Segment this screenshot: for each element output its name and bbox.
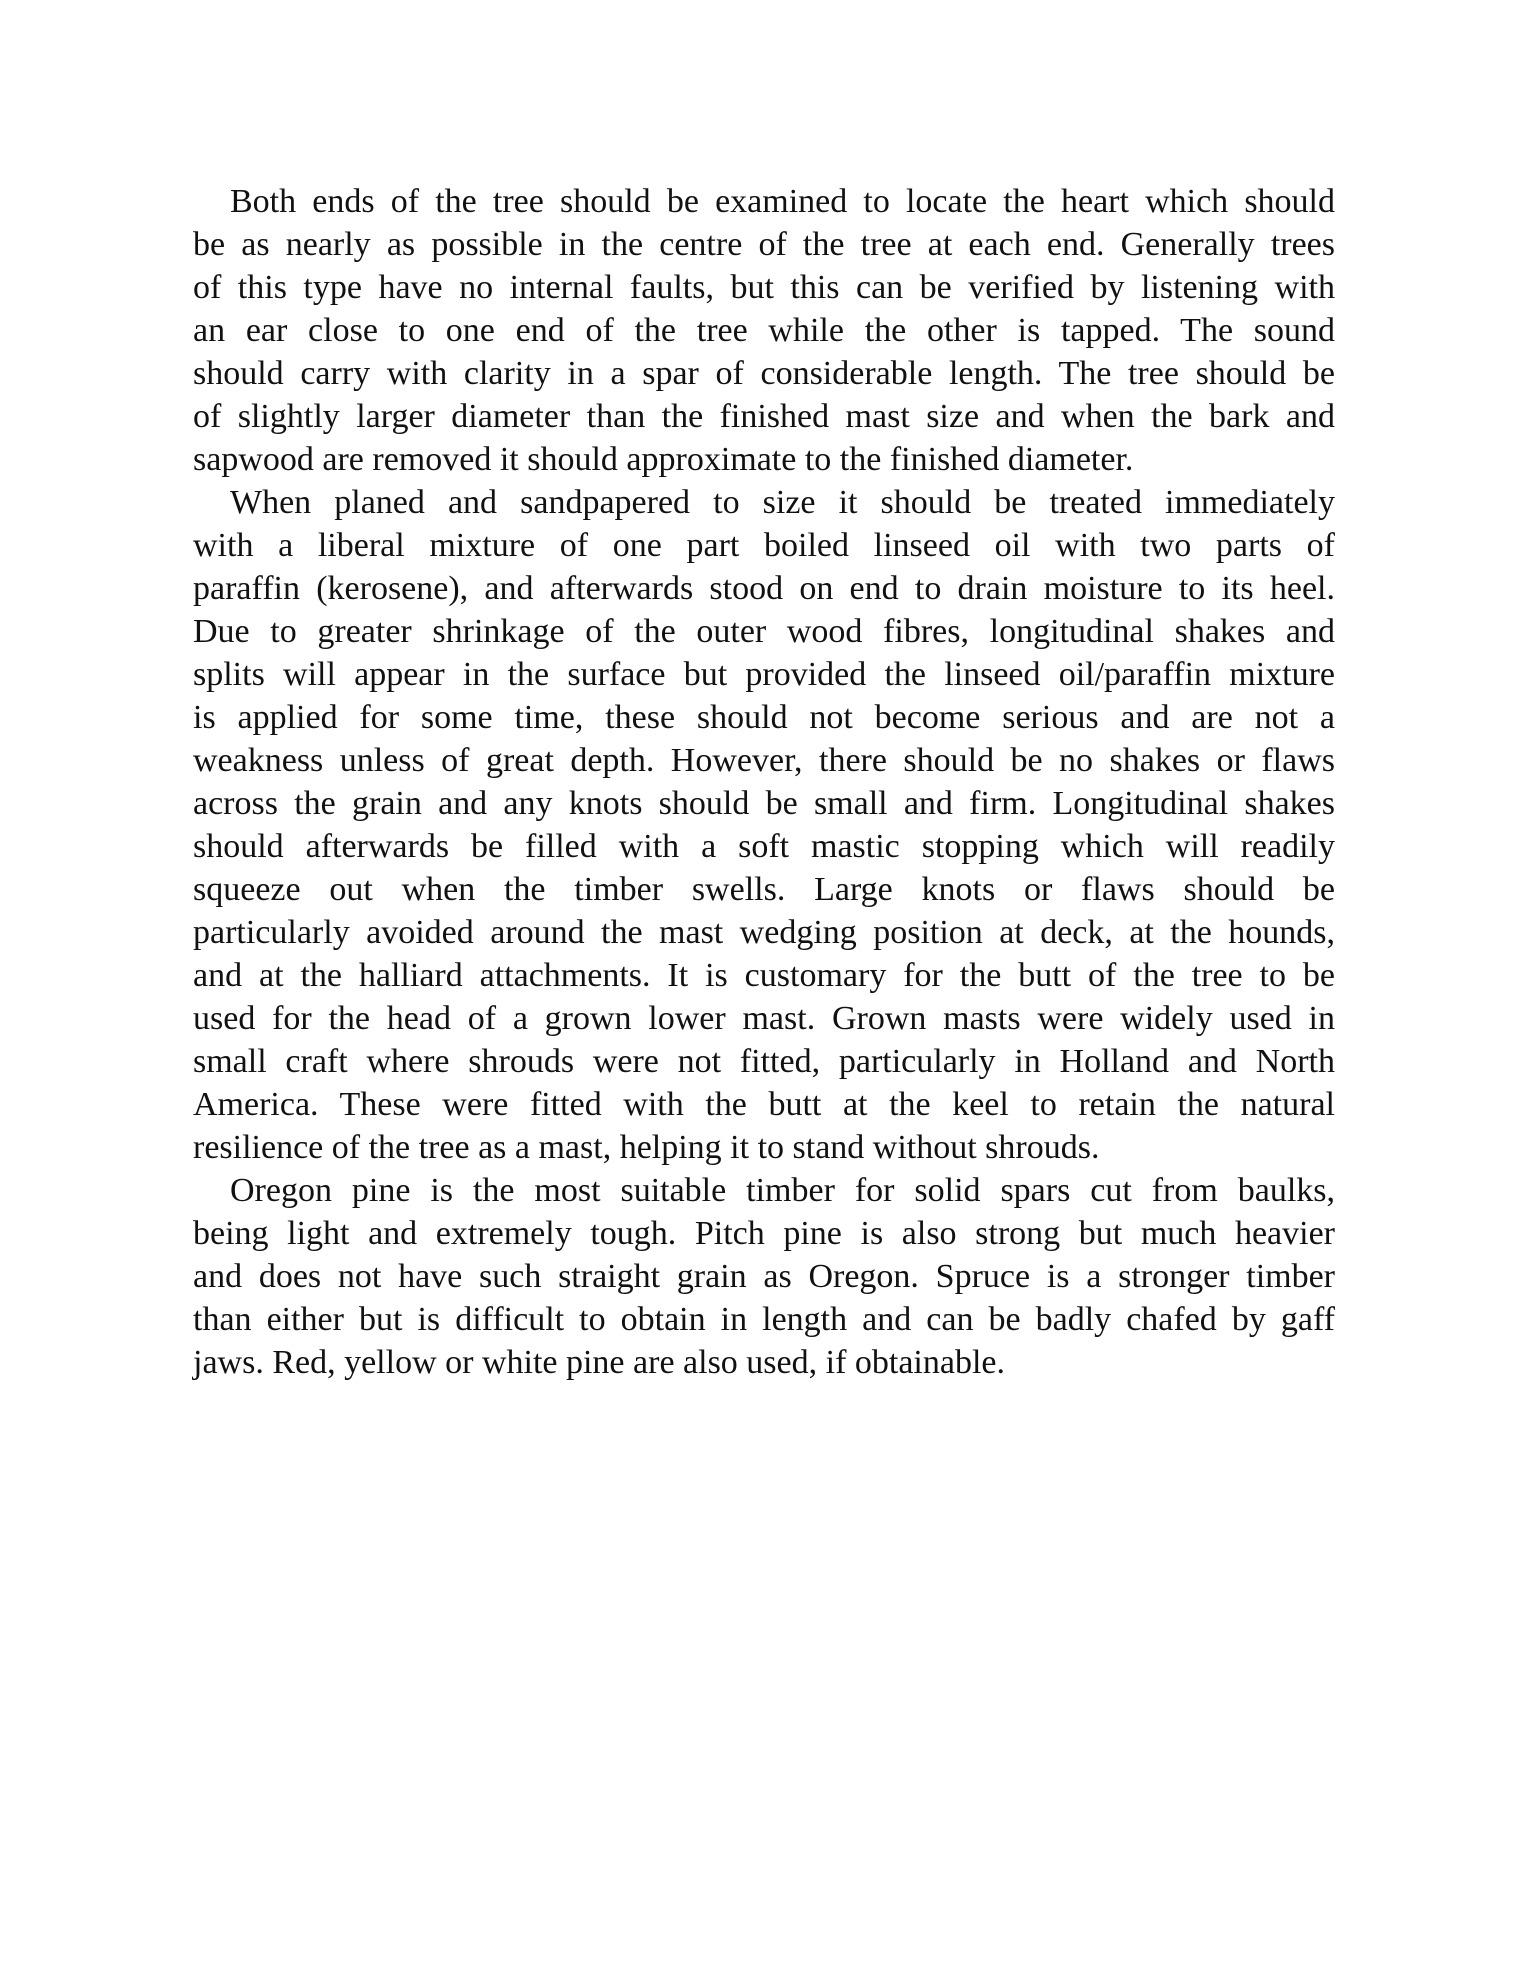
text-line: America. These were fitted with the butt at the keel to retain the natural [193, 1086, 1335, 1123]
text-line: of slightly larger diameter than the finished mast size and when the bark and [193, 398, 1335, 435]
text-line: small craft where shrouds were not fitted, particularly in Holland and North [193, 1043, 1335, 1080]
body-text [193, 180, 1335, 1384]
paragraph-treatment [193, 481, 1335, 1169]
text-line: an ear close to one end of the tree while the other is tapped. The sound [193, 312, 1335, 349]
text-line: When planed and sandpapered to size it should be treated immediately [230, 484, 1335, 521]
text-line: be as nearly as possible in the centre of the tree at each end. Generally trees [193, 226, 1335, 263]
text-line: used for the head of a grown lower mast. Grown masts were widely used in [193, 1000, 1335, 1037]
text-line: and at the halliard attachments. It is customary for the butt of the tree to be [193, 957, 1335, 994]
text-line: of this type have no internal faults, but this can be verified by listening with [193, 269, 1335, 306]
text-line: Oregon pine is the most suitable timber for solid spars cut from baulks, [230, 1172, 1335, 1209]
text-line: across the grain and any knots should be small and firm. Longitudinal shakes [193, 785, 1335, 822]
text-line: paraffin (kerosene), and afterwards stood on end to drain moisture to its heel. [193, 570, 1335, 607]
text-line: Both ends of the tree should be examined to locate the heart which should [230, 183, 1335, 220]
text-line: with a liberal mixture of one part boiled linseed oil with two parts of [193, 527, 1335, 564]
text-line: should carry with clarity in a spar of considerable length. The tree should be [193, 355, 1335, 392]
paragraph-tree-examination [193, 180, 1335, 481]
text-line: and does not have such straight grain as Oregon. Spruce is a stronger timber [193, 1258, 1335, 1295]
text-line: than either but is difficult to obtain in length and can be badly chafed by gaff [193, 1301, 1335, 1338]
text-line: being light and extremely tough. Pitch pine is also strong but much heavier [193, 1215, 1335, 1252]
paragraph-timber-types [193, 1169, 1335, 1384]
text-line: jaws. Red, yellow or white pine are also used, if obtainable. [193, 1344, 1005, 1381]
text-line: should afterwards be filled with a soft mastic stopping which will readily [193, 828, 1335, 865]
text-line: splits will appear in the surface but provided the linseed oil/paraffin mixture [193, 656, 1335, 693]
text-line: weakness unless of great depth. However, there should be no shakes or flaws [193, 742, 1335, 779]
text-line: is applied for some time, these should not become serious and are not a [193, 699, 1335, 736]
text-line: Due to greater shrinkage of the outer wood fibres, longitudinal shakes and [193, 613, 1335, 650]
text-line: resilience of the tree as a mast, helping it to stand without shrouds. [193, 1129, 1100, 1166]
text-line: particularly avoided around the mast wedging position at deck, at the hounds, [193, 914, 1335, 951]
text-line: sapwood are removed it should approximate to the finished diameter. [193, 441, 1134, 478]
text-line: squeeze out when the timber swells. Large knots or flaws should be [193, 871, 1335, 908]
